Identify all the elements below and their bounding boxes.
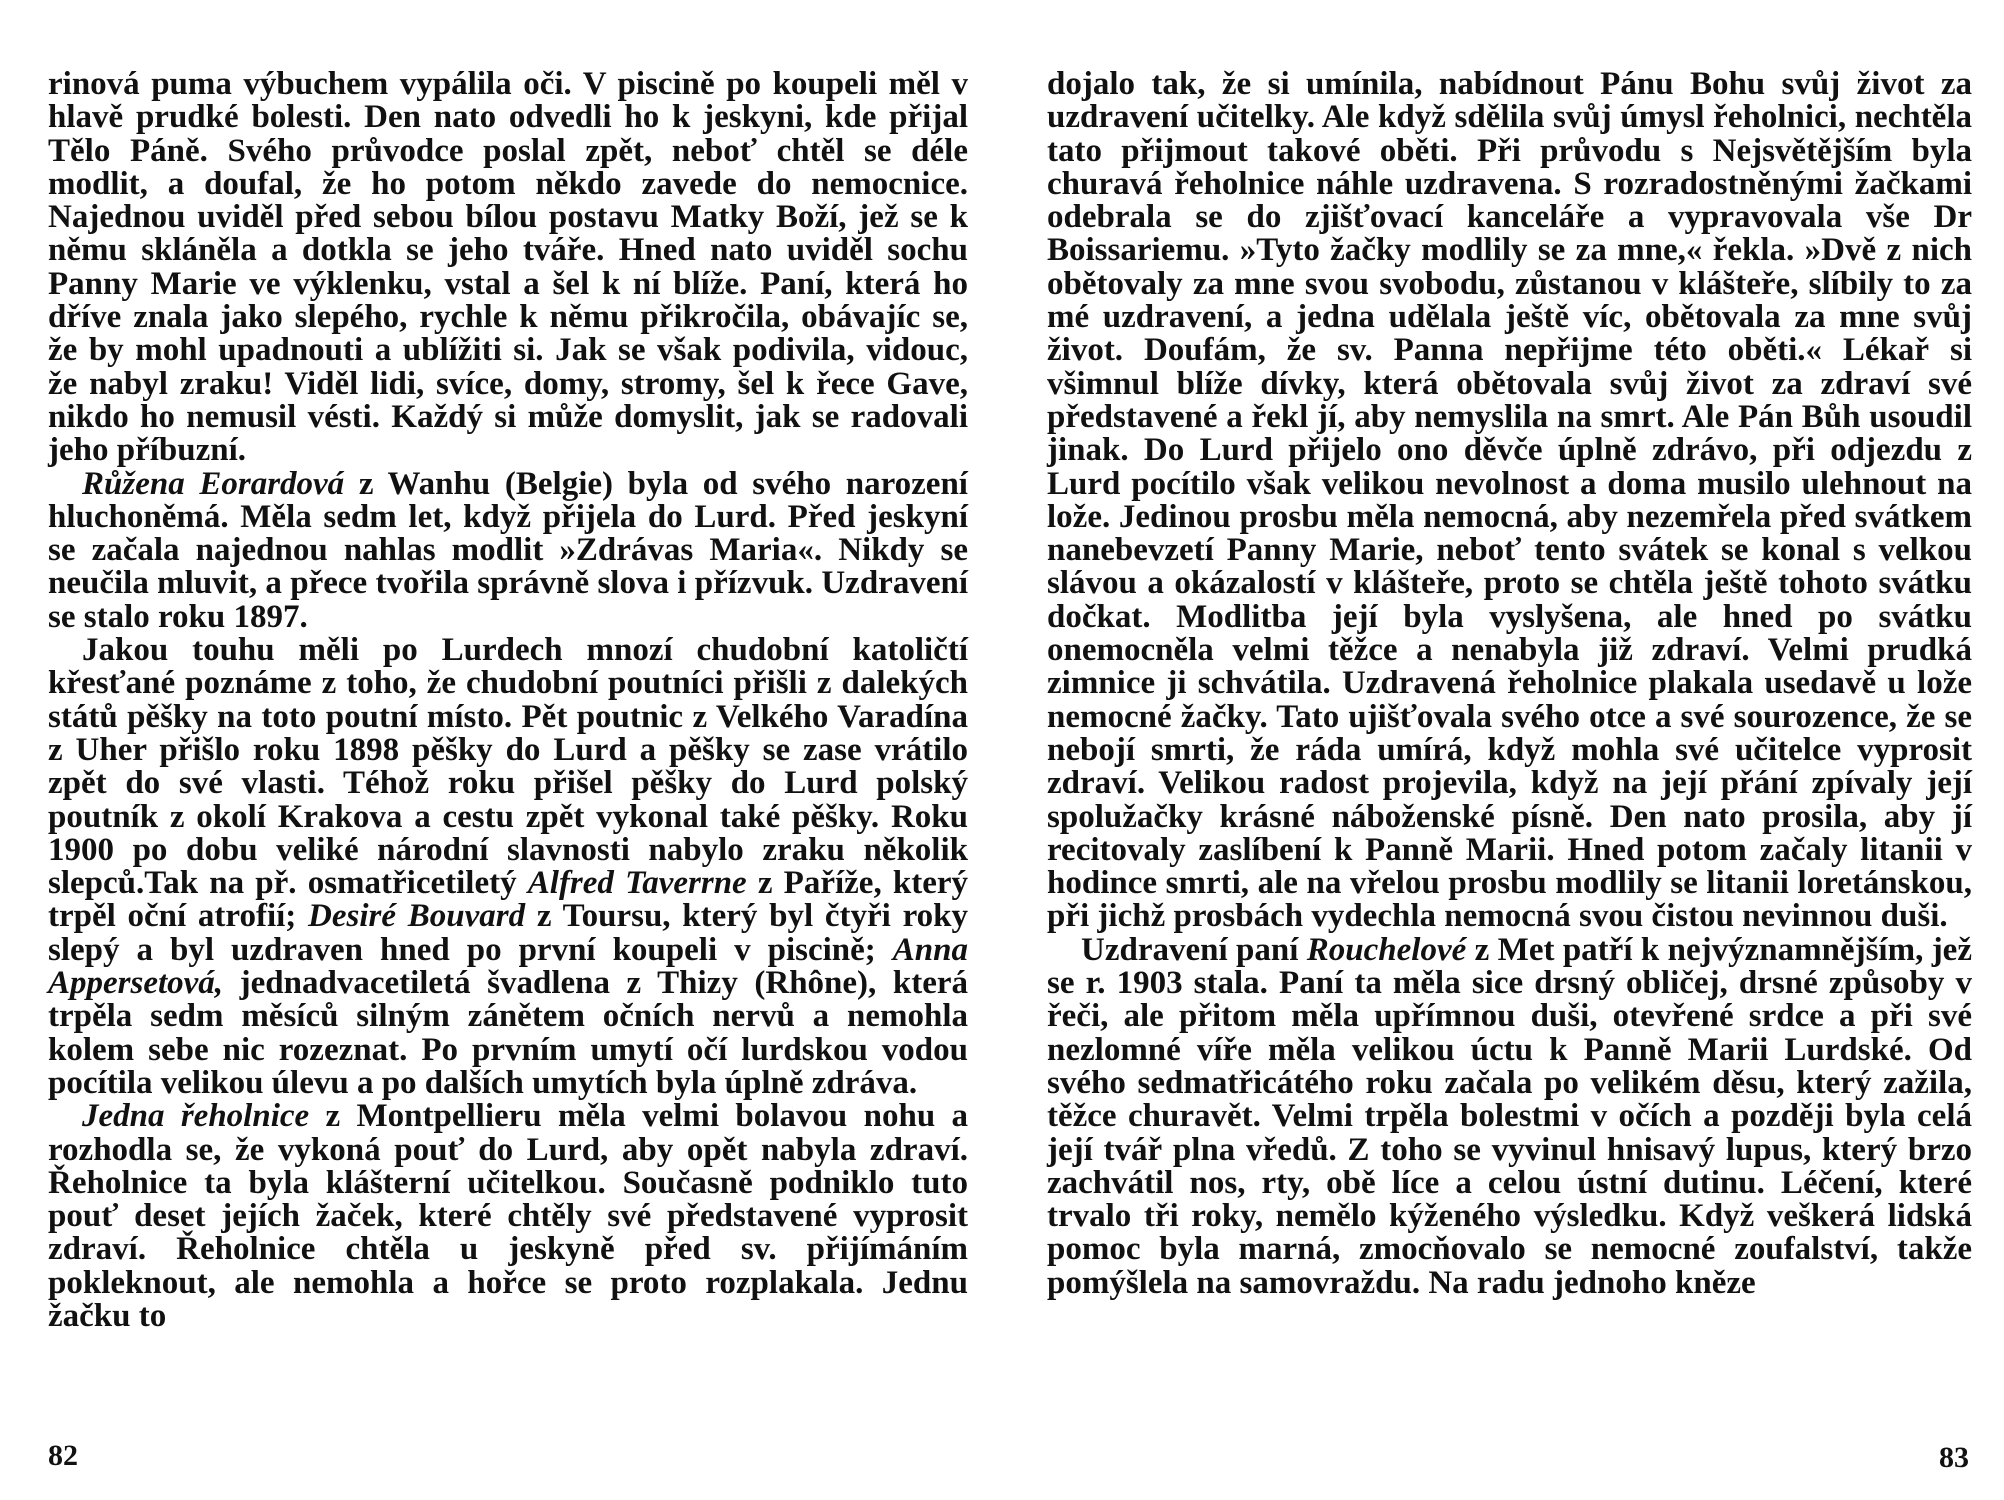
paragraph: [1047, 68, 1972, 934]
italic-name: Alfred Taverrne: [527, 865, 747, 902]
paragraph: [48, 465, 968, 635]
paragraph: [48, 1100, 968, 1333]
text-run: z Met patří k nejvýznamnějším, jež se r. 1903 stala. Paní ta měla sice drsný obličej, drsné způsoby v řeči, ale přitom měla upřímnou duši, otevřené srdce a při své nezlomné víře měla velikou úctu k Panně Marii Lurdské. Od svého sedmatřicátého roku začala po velikém děsu, který zažila, těžce churavět. Velmi trpěla bolestmi v očích a později byla celá její tvář plna vředů. Z toho se vyvinul hnisavý lupus, který brzo zachvátil nos, rty, obě líce a celou ústní dutinu. Léčení, které trvalo tři roky, nemělo kýženého výsledku. Když veškerá lidská pomoc byla marná, zmocňovalo se nemocné zoufalství, takže pomýšlela na samovraždu. Na radu jednoho kněze: [1047, 931, 1972, 1301]
paragraph: [48, 68, 968, 468]
text-run: rinová puma výbuchem vypálila oči. V piscině po koupeli měl v hlavě prudké bolesti. Den nato odvedli ho k jeskyni, kde přijal Tělo Páně. Svého průvodce poslal zpět, neboť chtěl se déle modlit, a doufal, že ho potom někdo zavede do nemocnice. Najednou uviděl před sebou bílou postavu Matky Boží, jež se k němu skláněla a dotkla se jeho tváře. Hned nato uviděl sochu Panny Marie ve výklenku, vstal a šel k ní blíže. Paní, která ho dříve znala jako slepého, rychle k němu přikročila, obávajíc se, že by mohl upadnouti a ublížiti si. Jak se však podivila, vidouc, že nabyl zraku! Viděl lidi, svíce, domy, stromy, šel k řece Gave, nikdo ho nemusil vésti. Každý si může domyslit, jak se radovali jeho příbuzní.: [48, 66, 968, 469]
text-run: z Wanhu (Belgie) byla od svého narození hluchoněmá. Měla sedm let, když přijela do Lurd. Před jeskyní se začala najednou nahlas modlit »Zdrávas Maria«. Nikdy se neučila mluvit, a přece tvořila správně slova i přízvuk. Uzdravení se stalo roku 1897.: [48, 465, 968, 635]
text-run: z Paříže, který trpěl oční atrofií;: [48, 865, 969, 935]
italic-name: Desiré Bouvard: [308, 898, 526, 935]
text-run: dojalo tak, že si umínila, nabídnout Pánu Bohu svůj život za uzdravení učitelky. Ale když sdělila svůj úmysl řeholnici, nechtěla tato přijmout takové oběti. Při průvodu s Nejsvětějším byla churavá řeholnice náhle uzdravena. S rozradostněnými žačkami odebrala se do zjišťovací kanceláře a vypravovala vše Dr Boissariemu. »Tyto žačky modlily se za mne,« řekla. »Dvě z nich obětovaly za mne svou svobodu, zůstanou v klášteře, slíbily to za mé uzdravení, a jedna udělala ještě víc, obětovala za mne svůj život. Doufám, že sv. Panna nepřijme této oběti.« Lékař si všimnul blíže dívky, která obětovala svůj život za zdraví své představené a řekl jí, aby nemyslila na smrt. Ale Pán Bůh usoudil jinak. Do Lurd přijelo ono děvče úplně zdrávo, při odjezdu z Lurd pocítilo však velikou nevolnost a doma musilo ulehnout na lože. Jedinou prosbu měla nemocná, aby nezemřela před svátkem nanebevzetí Panny Marie, neboť tento svátek se konal s velkou slávou a okázalostí v klášteře, proto se chtěla ještě tohoto svátku dočkat. Modlitba její byla vyslyšena, ale hned po svátku onemocněla velmi těžce a nenabyla již zdraví. Velmi prudká zimnice ji schvátila. Uzdravená řeholnice plakala usedavě u lože nemocné žačky. Tato ujišťovala svého otce a své sourozence, že se nebojí smrti, že ráda umírá, když mohla své učitelce vyprosit zdraví. Velikou radost projevila, když na její přání zpívaly její spolužačky krásné náboženské písně. Den nato prosila, aby jí recitovaly zaslíbení k Panně Marii. Hned potom začaly litanii v hodince smrti, ale na vřelou prosbu modlily se litanii loretánskou, při jichž prosbách vydechla nemocná svou čistou nevinnou duši.: [1047, 66, 1972, 935]
italic-name: Jedna řeholnice: [82, 1098, 310, 1135]
paragraph: [48, 634, 968, 1100]
italic-name: Rouchelové: [1306, 931, 1467, 968]
page-number: 83: [1939, 1441, 1969, 1474]
text-run: jednadvacetiletá švadlena z Thizy (Rhône), která trpěla sedm měsíců silným zánětem očních nervů a nemohla kolem sebe nic rozeznat. Po prvním umytí očí lurdskou vodou pocítila velikou úlevu a po dalších umytích byla úplně zdráva.: [48, 965, 968, 1101]
text-run: Uzdravení paní: [1081, 931, 1307, 968]
italic-name: Růžena Eorardová: [82, 465, 345, 502]
left-text-column: [48, 68, 968, 1333]
text-run: Jakou touhu měli po Lurdech mnozí chudobní katoličtí křesťané poznáme z toho, že chudobní poutníci přišli z dalekých států pěšky na toto poutní místo. Pět poutnic z Velkého Varadína z Uher přišlo roku 1898 pěšky do Lurd a pěšky se zase vrátilo zpět do své vlasti. Téhož roku přišel pěšky do Lurd polský poutník z okolí Krakova a cestu zpět vykonal také pěšky. Roku 1900 po dobu veliké národní slavnosti nabylo zraku několik slepců.Tak na př. osmatřicetiletý: [48, 632, 968, 902]
italic-name: Anna Appersetová,: [48, 931, 968, 1002]
right-text-column: [1047, 68, 1972, 1300]
right-page: [1002, 0, 2004, 1500]
text-run: z Montpellieru měla velmi bolavou nohu a rozhodla se, že vykoná pouť do Lurd, aby opět nabyla zdraví. Řeholnice ta byla klášterní učitelkou. Současně podniklo tuto pouť deset jejích žaček, které chtěly své představené vyprosit zdraví. Řeholnice chtěla u jeskyně před sv. přijímáním pokleknout, ale nemohla a hořce se proto rozplakala. Jednu žačku to: [48, 1098, 969, 1334]
text-run: z Toursu, který byl čtyři roky slepý a byl uzdraven hned po první koupeli v piscině;: [48, 898, 968, 968]
page-number: 82: [48, 1439, 78, 1472]
paragraph: [1047, 931, 1972, 1301]
